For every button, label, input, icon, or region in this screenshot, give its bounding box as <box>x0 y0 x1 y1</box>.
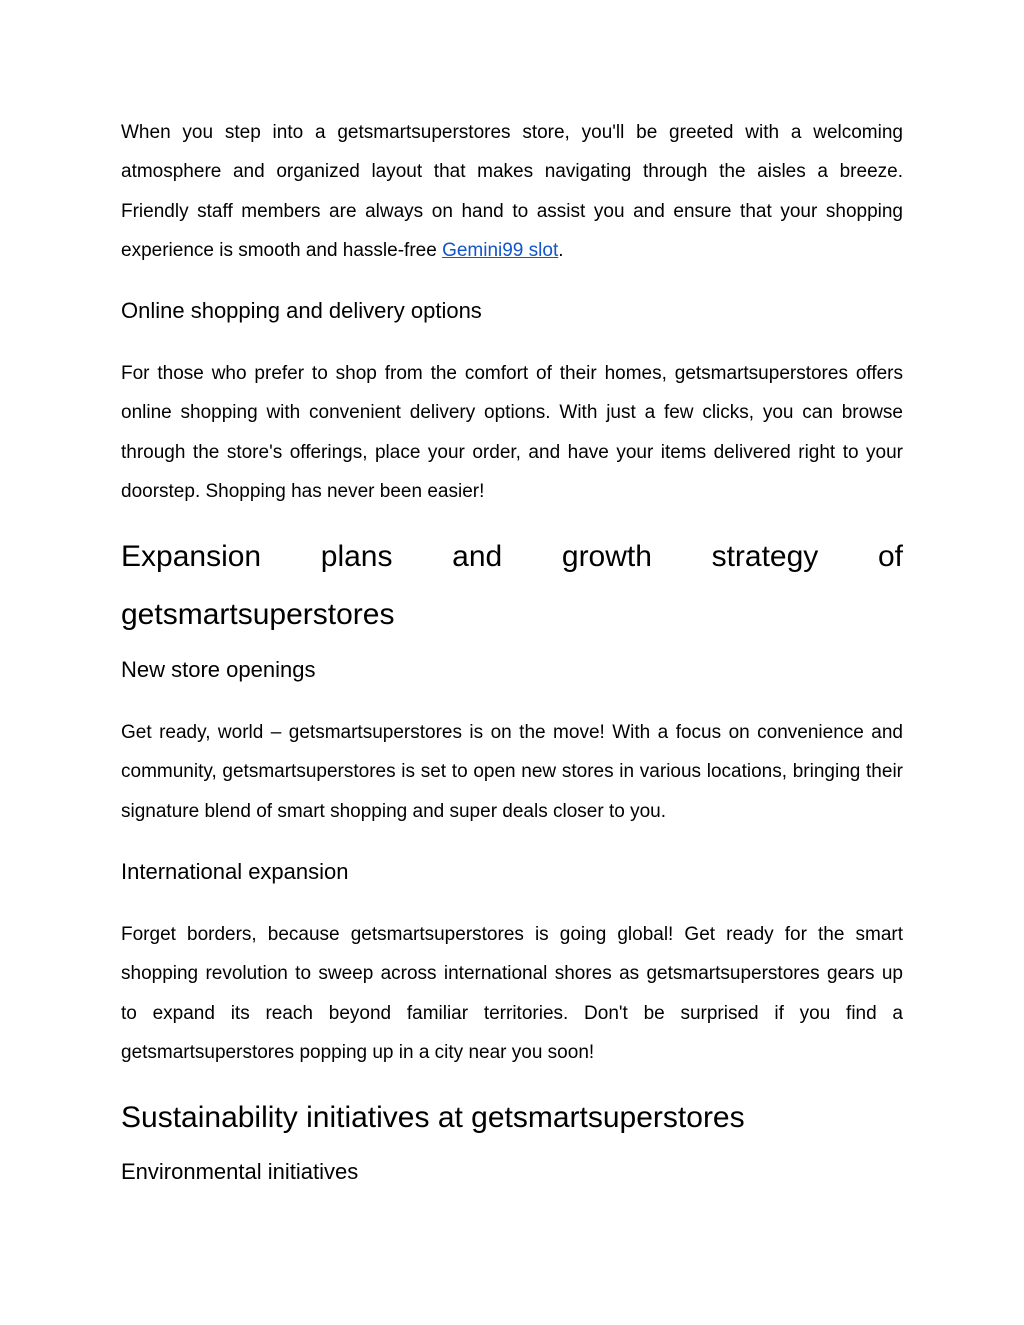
international-expansion-heading: International expansion <box>121 859 349 884</box>
intro-paragraph-period: . <box>558 239 564 261</box>
online-shopping-paragraph: For those who prefer to shop from the comfort of their homes, getsmartsuperstores offers online shopping with convenient delivery options. With just a few clicks, you can browse through the store's offerings, place your order, and have your items delivered right to your doorstep. Shopping has never been easier! <box>121 363 903 502</box>
online-shopping-heading: Online shopping and delivery options <box>121 298 482 323</box>
sustainability-heading: Sustainability initiatives at getsmartsuperstores <box>121 1101 745 1134</box>
intro-paragraph-text: When you step into a getsmartsuperstores store, you'll be greeted with a welcoming atmosphere and organized layout that makes navigating through the aisles a breeze. Friendly staff members are always on hand to assist you and ensure that your shopping experience is smooth and hassle-free <box>121 122 903 261</box>
expansion-heading: Expansion plans and growth strategy of getsmartsuperstores <box>121 540 903 631</box>
new-store-openings-heading: New store openings <box>121 657 316 682</box>
environmental-initiatives-heading: Environmental initiatives <box>121 1159 359 1184</box>
new-store-openings-paragraph: Get ready, world – getsmartsuperstores is on the move! With a focus on convenience and community, getsmartsuperstores is set to open new stores in various locations, bringing their signature blend of smart shopping and super deals closer to you. <box>121 722 903 822</box>
intro-paragraph <box>121 113 903 270</box>
international-expansion-paragraph: Forget borders, because getsmartsuperstores is going global! Get ready for the smart shopping revolution to sweep across international shores as getsmartsuperstores gears up to expand its reach beyond familiar territories. Don't be surprised if you find a getsmartsuperstores popping up in a city near you soon! <box>121 924 903 1063</box>
gemini99-slot-link[interactable]: Gemini99 slot <box>442 239 559 261</box>
